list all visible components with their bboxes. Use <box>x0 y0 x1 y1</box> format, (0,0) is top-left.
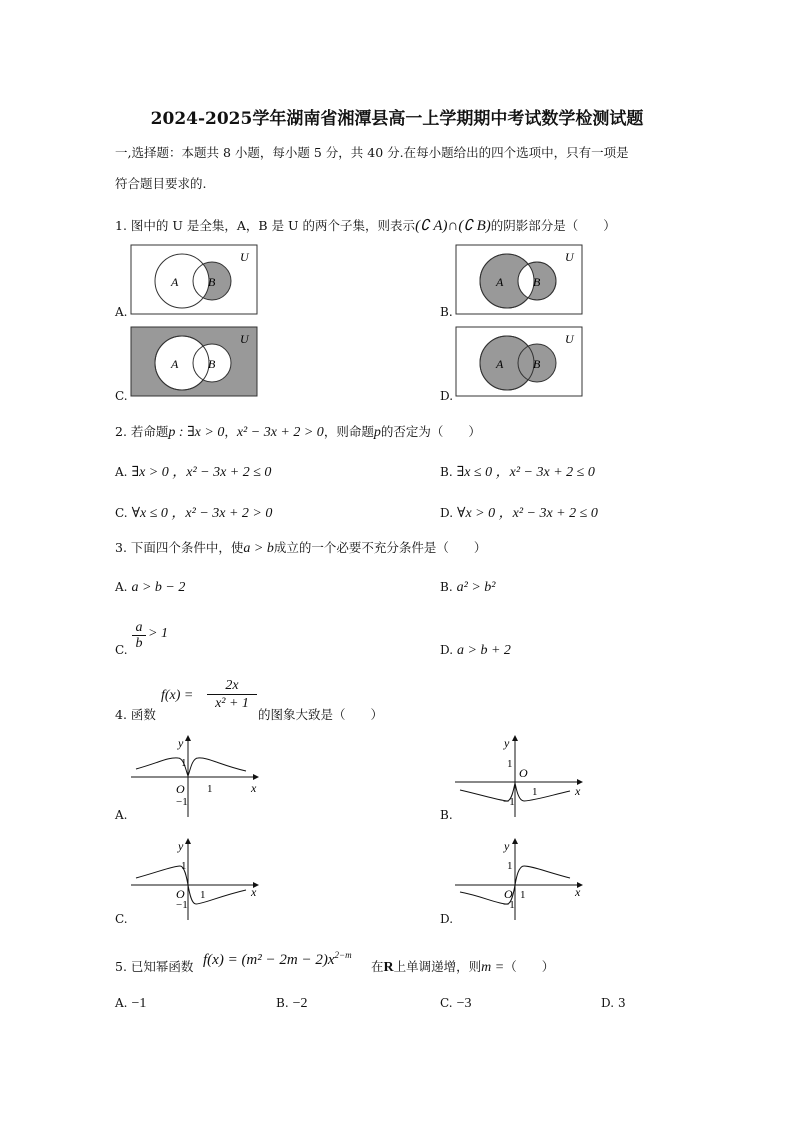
q5-mid2: 上单调递增，则 <box>393 959 482 974</box>
q2-option-a[interactable] <box>115 462 271 483</box>
q4-option-d-label[interactable]: D. <box>440 912 454 926</box>
graph-a-x-label: x <box>251 781 257 795</box>
graph-c-y-label: y <box>178 839 184 853</box>
venn-d-label-u: U <box>565 332 574 346</box>
q2-stem <box>115 422 481 443</box>
q4-prefix: 4. 函数 <box>115 707 156 722</box>
graph-d-y-neg-one: −1 <box>503 899 515 911</box>
section-intro-line2: 符合题目要求的. <box>115 176 207 191</box>
graph-b-y-label: y <box>504 736 510 750</box>
q3-stem <box>115 538 486 559</box>
q3-condition: a > b <box>243 541 274 556</box>
q5-expr: f(x) = (m² − 2m − 2)x <box>203 952 335 968</box>
q2-option-c[interactable] <box>115 503 272 524</box>
graph-d-x-one: 1 <box>520 889 526 901</box>
q2-option-d-label: D. <box>440 506 454 520</box>
q1-suffix: 的阴影部分是（ ） <box>490 218 616 233</box>
q4-fx: f(x) = <box>161 688 194 703</box>
q5-tail <box>371 957 554 978</box>
venn-a-label-b: B <box>208 275 216 289</box>
q5-option-d[interactable] <box>601 993 626 1013</box>
q2-option-b-label: B. <box>440 465 453 479</box>
q3-option-b-text: a² > b² <box>456 580 496 595</box>
q3-option-b[interactable] <box>440 577 495 598</box>
q5-option-d-text: 3 <box>618 996 626 1010</box>
venn-b-label-a: A <box>496 275 504 289</box>
q3-option-c-rest: > 1 <box>148 626 168 641</box>
graph-a-y-neg-one: −1 <box>176 796 188 808</box>
q1-option-a-label[interactable]: A. <box>115 305 128 319</box>
q4-suffix: 的图象大致是（ ） <box>258 707 384 722</box>
venn-c-label-u: U <box>240 332 249 346</box>
venn-a-label-a: A <box>171 275 179 289</box>
venn-b-label-u: U <box>565 250 574 264</box>
q3-frac-num: a <box>135 620 143 635</box>
q2-option-a-text: ∃x > 0 ，x² − 3x + 2 ≤ 0 <box>131 465 272 480</box>
graph-d-y-one: 1 <box>507 860 513 872</box>
q3-option-d-label: D. <box>440 643 454 657</box>
q4-graph-d[interactable] <box>452 838 587 923</box>
q2-p-expr: p : ∃x > 0 <box>168 425 225 440</box>
q5-option-b[interactable] <box>276 993 308 1014</box>
q2-option-c-label: C. <box>115 506 128 520</box>
section-intro-line1: 一,选择题：本题共 8 小题，每小题 5 分，共 40 分.在每小题给出的四个选项中，只有一项是 <box>115 145 629 160</box>
q1-option-c-label[interactable]: C. <box>115 389 128 403</box>
q2-comma: ， <box>224 424 237 439</box>
q3-prefix: 3. 下面四个条件中，使 <box>115 540 244 555</box>
q1-venn-b[interactable] <box>455 244 585 316</box>
q4-option-a-label[interactable]: A. <box>115 808 128 822</box>
q5-option-b-text: −2 <box>292 996 308 1011</box>
q4-option-c-label[interactable]: C. <box>115 912 128 926</box>
q5-real-set: R <box>383 960 394 975</box>
q5-mid: 在 <box>371 959 384 974</box>
q3-option-c-fraction <box>132 620 146 651</box>
graph-b-origin: O <box>519 766 528 780</box>
q5-suffix: （ ） <box>504 959 555 974</box>
q3-option-a-label: A. <box>115 580 128 594</box>
q1-venn-d[interactable] <box>455 326 585 398</box>
q3-option-a-text: a > b − 2 <box>131 580 186 595</box>
graph-b-x-label: x <box>575 784 581 798</box>
q5-expression <box>203 950 352 969</box>
q5-option-a-label: A. <box>115 996 128 1010</box>
q3-frac-den: b <box>135 636 143 651</box>
q4-graph-c[interactable] <box>128 838 263 923</box>
q3-suffix: 成立的一个必要不充分条件是（ ） <box>273 540 487 555</box>
q1-expression: (∁ A)∩(∁ B) <box>415 218 491 234</box>
venn-d-label-a: A <box>496 357 504 371</box>
q5-option-c-label: C. <box>440 996 453 1010</box>
q5-option-c[interactable] <box>440 993 471 1014</box>
graph-b-y-neg-one: −1 <box>503 796 515 808</box>
venn-c-label-b: B <box>208 357 216 371</box>
q3-option-d[interactable] <box>440 640 511 661</box>
graph-c-y-one: 1 <box>181 860 187 872</box>
q3-option-a[interactable] <box>115 577 185 598</box>
venn-c-label-a: A <box>171 357 179 371</box>
q5-prefix: 5. 已知幂函数 <box>115 959 194 974</box>
q5-option-c-text: −3 <box>456 996 472 1011</box>
q5-m: m = <box>481 960 505 975</box>
q1-option-d-label[interactable]: D. <box>440 389 454 403</box>
q2-suffix: 的否定为（ ） <box>380 424 481 439</box>
graph-a-y-one: 1 <box>181 757 187 769</box>
q3-option-b-label: B. <box>440 580 453 594</box>
graph-c-x-one: 1 <box>200 889 206 901</box>
q4-option-b-label[interactable]: B. <box>440 808 453 822</box>
page-title: 2024-2025学年湖南省湘潭县高一上学期期中考试数学检测试题 <box>150 109 644 129</box>
q1-stem <box>115 216 616 236</box>
q5-option-d-label: D. <box>601 996 615 1010</box>
q2-inequality: x² − 3x + 2 > 0 <box>236 425 324 440</box>
q4-graph-a[interactable] <box>128 735 263 820</box>
graph-b-x-one: 1 <box>532 786 538 798</box>
q1-option-b-label[interactable]: B. <box>440 305 453 319</box>
q2-prefix: 2. 若命题 <box>115 424 169 439</box>
q2-option-c-text: ∀x ≤ 0 ，x² − 3x + 2 > 0 <box>131 506 273 521</box>
q5-option-a[interactable] <box>115 993 146 1014</box>
q1-prefix: 1. 图中的 U 是全集，A，B 是 U 的两个子集，则表示 <box>115 218 416 233</box>
q1-venn-a[interactable] <box>130 244 260 316</box>
q3-option-d-text: a > b + 2 <box>457 643 511 658</box>
q5-exponent: 2−m <box>334 950 352 960</box>
q4-graph-b[interactable] <box>452 735 587 820</box>
q1-venn-c[interactable] <box>130 326 260 398</box>
q2-option-b-text: ∃x ≤ 0 ，x² − 3x + 2 ≤ 0 <box>456 465 595 480</box>
q2-mid: ，则命题 <box>323 424 374 439</box>
q2-option-d-text: ∀x > 0 ，x² − 3x + 2 ≤ 0 <box>457 506 598 521</box>
graph-c-y-neg-one: −1 <box>176 899 188 911</box>
graph-a-x-one: 1 <box>207 783 213 795</box>
graph-c-x-label: x <box>251 885 257 899</box>
q2-p: p <box>373 425 381 440</box>
graph-b-y-one: 1 <box>507 758 513 770</box>
graph-c-origin: O <box>176 887 185 901</box>
q2-option-b[interactable] <box>440 462 595 483</box>
q4-fraction <box>207 678 257 712</box>
graph-a-origin: O <box>176 782 185 796</box>
q4-frac-den: x² + 1 <box>215 696 249 711</box>
q3-option-c-label[interactable]: C. <box>115 643 128 657</box>
q5-option-a-text: −1 <box>131 996 147 1011</box>
graph-d-y-label: y <box>504 839 510 853</box>
graph-d-x-label: x <box>575 885 581 899</box>
q5-option-b-label: B. <box>276 996 289 1010</box>
q2-option-d[interactable] <box>440 503 598 524</box>
venn-d-label-b: B <box>533 357 541 371</box>
graph-d-origin: O <box>504 887 513 901</box>
venn-b-label-b: B <box>533 275 541 289</box>
graph-a-y-label: y <box>178 736 184 750</box>
q4-frac-num: 2x <box>225 678 239 693</box>
q2-option-a-label: A. <box>115 465 128 479</box>
venn-a-label-u: U <box>240 250 249 264</box>
